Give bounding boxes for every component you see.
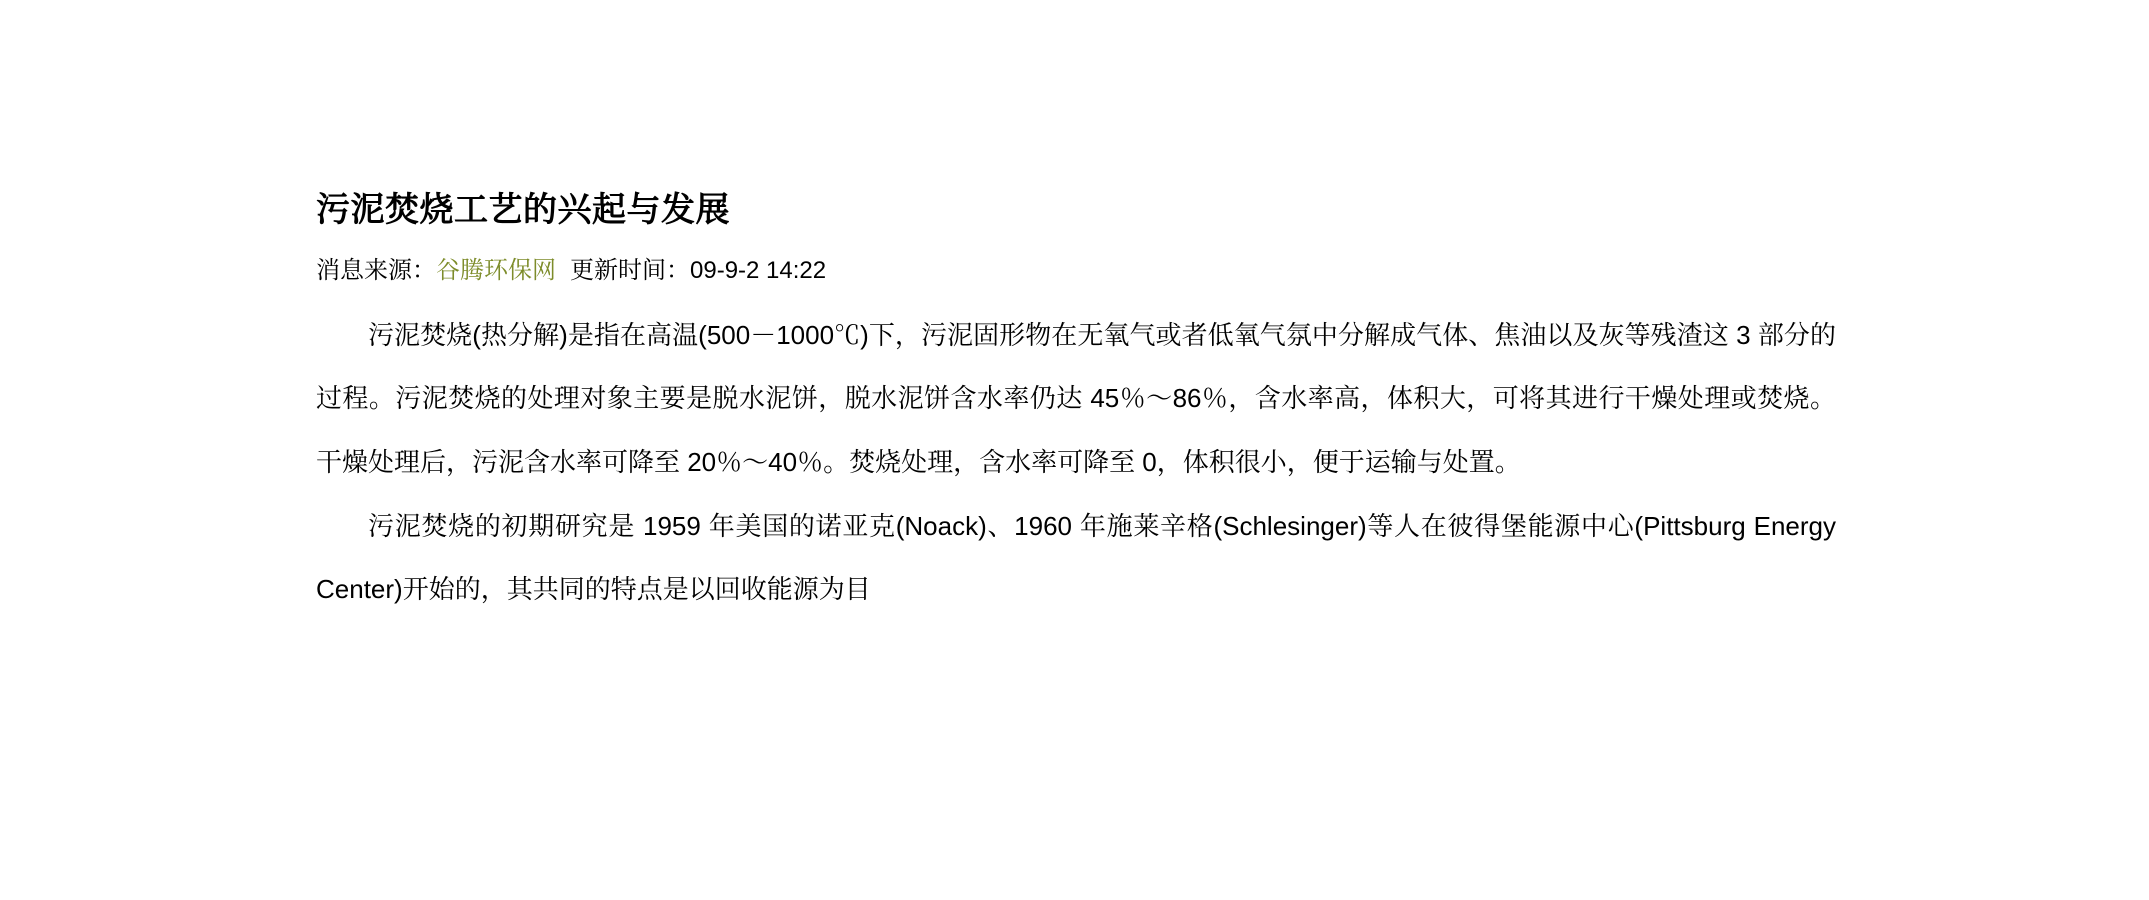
page-title: 污泥焚烧工艺的兴起与发展 xyxy=(316,191,730,229)
source-link[interactable]: 谷腾环保网 xyxy=(436,256,556,284)
article-body xyxy=(316,304,1836,622)
paragraph-1: 污泥焚烧(热分解)是指在高温(500－1000℃)下，污泥固形物在无氧气或者低氧气氛中分解成气体、焦油以及灰等残渣这 3 部分的过程。污泥焚烧的处理对象主要是脱水泥饼，脱水泥饼含水率仍达 45％～86％，含水率高，体积大，可将其进行干燥处理或焚烧。干燥处理后，污泥含水率可降至 20％～40％。焚烧处理，含水率可降至 0，体积很小，便于运输与处置。 xyxy=(316,319,1836,477)
article-meta xyxy=(316,257,1836,286)
update-time-label: 更新时间： xyxy=(570,256,690,284)
paragraph-2: 污泥焚烧的初期研究是 1959 年美国的诺亚克(Noack)、1960 年施莱辛格(Schlesinger)等人在彼得堡能源中心(Pittsburg Energy Center)开始的，其共同的特点是以回收能源为目 xyxy=(316,510,1836,605)
update-time-value: 09-9-2 14:22 xyxy=(690,256,827,284)
source-label: 消息来源： xyxy=(316,256,436,284)
article xyxy=(316,190,1836,622)
